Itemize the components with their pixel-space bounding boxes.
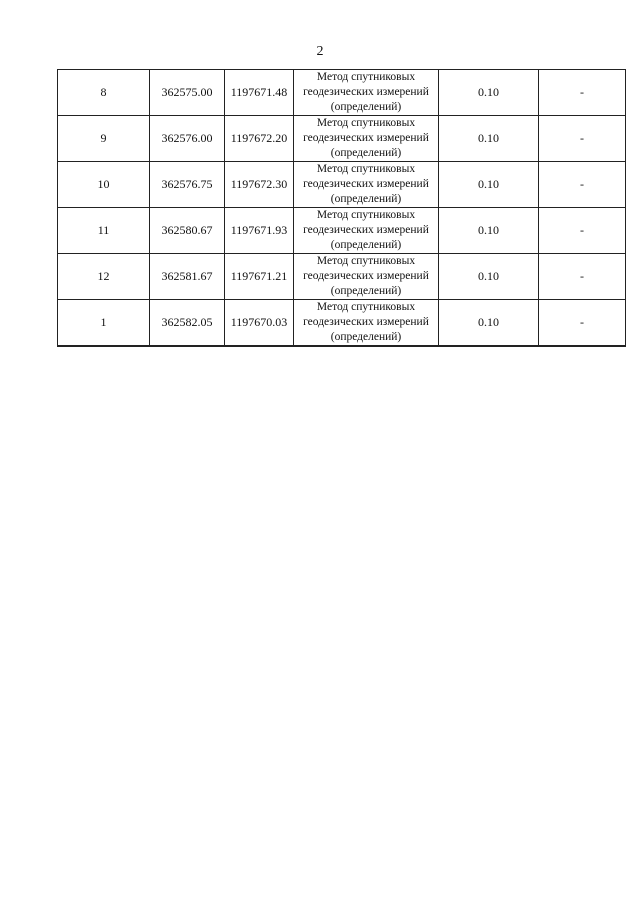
x-coordinate-cell: 362580.67 xyxy=(150,208,225,254)
accuracy-cell: 0.10 xyxy=(439,300,539,347)
accuracy-cell: 0.10 xyxy=(439,70,539,116)
method-cell xyxy=(294,300,439,347)
note-cell: - xyxy=(539,254,626,300)
y-coordinate-cell: 1197671.93 xyxy=(225,208,294,254)
method-line: Метод спутниковых xyxy=(316,163,416,175)
method-line: Метод спутниковых xyxy=(316,301,416,313)
accuracy-cell: 0.10 xyxy=(439,208,539,254)
x-coordinate-cell: 362581.67 xyxy=(150,254,225,300)
y-coordinate-cell: 1197670.03 xyxy=(225,300,294,347)
method-cell xyxy=(294,162,439,208)
accuracy-cell: 0.10 xyxy=(439,116,539,162)
note-cell: - xyxy=(539,162,626,208)
method-line: геодезических измерений xyxy=(303,86,429,98)
method-cell xyxy=(294,208,439,254)
method-line: (определений) xyxy=(330,331,402,343)
table-row xyxy=(58,300,626,347)
note-cell: - xyxy=(539,116,626,162)
point-number-cell: 12 xyxy=(58,254,150,300)
method-line: Метод спутниковых xyxy=(316,71,416,83)
point-number-cell: 9 xyxy=(58,116,150,162)
method-line: Метод спутниковых xyxy=(316,209,416,221)
table-row xyxy=(58,208,626,254)
method-line: (определений) xyxy=(330,147,402,159)
point-number-cell: 1 xyxy=(58,300,150,347)
table-row xyxy=(58,254,626,300)
coordinates-table xyxy=(57,69,626,347)
y-coordinate-cell: 1197671.21 xyxy=(225,254,294,300)
method-line: (определений) xyxy=(330,101,402,113)
method-line: геодезических измерений xyxy=(303,224,429,236)
x-coordinate-cell: 362582.05 xyxy=(150,300,225,347)
table-row xyxy=(58,162,626,208)
method-line: геодезических измерений xyxy=(303,270,429,282)
method-line: Метод спутниковых xyxy=(316,255,416,267)
method-line: (определений) xyxy=(330,285,402,297)
note-cell: - xyxy=(539,208,626,254)
method-line: геодезических измерений xyxy=(303,178,429,190)
method-cell xyxy=(294,70,439,116)
point-number-cell: 8 xyxy=(58,70,150,116)
method-line: геодезических измерений xyxy=(303,132,429,144)
x-coordinate-cell: 362575.00 xyxy=(150,70,225,116)
method-line: геодезических измерений xyxy=(303,316,429,328)
y-coordinate-cell: 1197671.48 xyxy=(225,70,294,116)
method-cell xyxy=(294,254,439,300)
point-number-cell: 11 xyxy=(58,208,150,254)
point-number-cell: 10 xyxy=(58,162,150,208)
table-row xyxy=(58,70,626,116)
y-coordinate-cell: 1197672.30 xyxy=(225,162,294,208)
note-cell: - xyxy=(539,300,626,347)
accuracy-cell: 0.10 xyxy=(439,254,539,300)
accuracy-cell: 0.10 xyxy=(439,162,539,208)
method-line: (определений) xyxy=(330,239,402,251)
method-line: Метод спутниковых xyxy=(316,117,416,129)
method-line: (определений) xyxy=(330,193,402,205)
x-coordinate-cell: 362576.00 xyxy=(150,116,225,162)
table-row xyxy=(58,116,626,162)
method-cell xyxy=(294,116,439,162)
x-coordinate-cell: 362576.75 xyxy=(150,162,225,208)
page-number: 2 xyxy=(316,44,324,59)
y-coordinate-cell: 1197672.20 xyxy=(225,116,294,162)
note-cell: - xyxy=(539,70,626,116)
